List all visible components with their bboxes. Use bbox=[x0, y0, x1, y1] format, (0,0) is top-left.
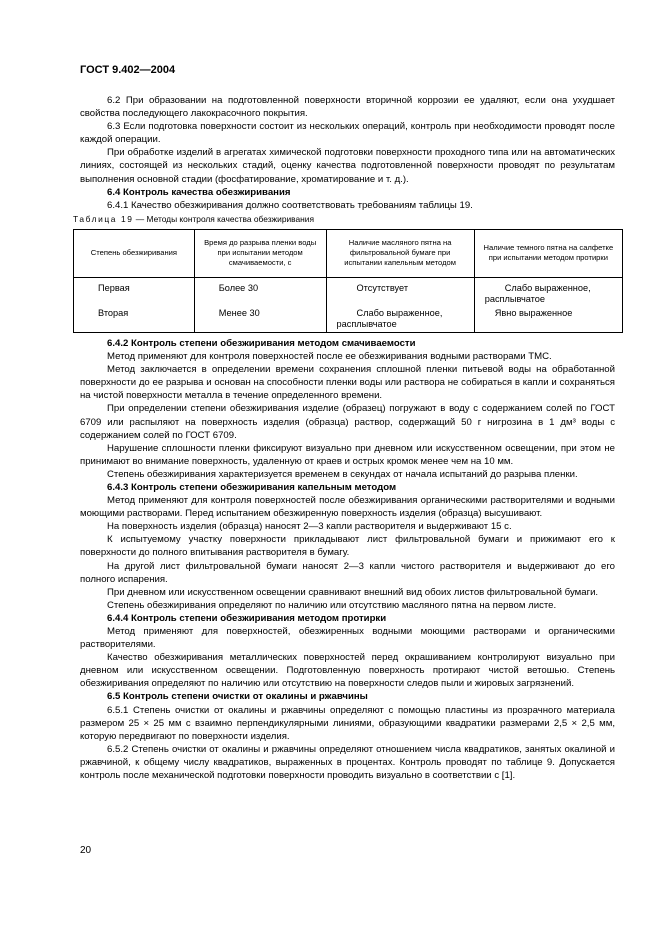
heading-6-5: 6.5 Контроль степени очистки от окалины и ржавчины bbox=[107, 691, 368, 703]
table-row bbox=[74, 277, 623, 305]
table-cell: Вторая bbox=[74, 305, 195, 333]
paragraph: Степень обезжиривания характеризуется временем в секундах от начала испытаний до разрыва пленки. bbox=[107, 468, 578, 480]
table-caption-label: Таблица 19 bbox=[73, 213, 134, 224]
table-caption bbox=[73, 212, 615, 226]
paragraph: Метод применяют для контроля поверхностей после обезжиривания органическими растворителями и водными моющими растворами. Перед испытанием обезжиренную поверхность изделия (образца) высушивают. bbox=[80, 495, 615, 520]
heading-6-4: 6.4 Контроль качества обезжиривания bbox=[107, 186, 291, 198]
document-body bbox=[73, 94, 615, 782]
table-cell: Явно выраженное bbox=[474, 305, 622, 333]
table-cell: Слабо выраженное, расплывчатое bbox=[474, 277, 622, 305]
table-header-row bbox=[74, 229, 623, 277]
paragraph: Степень обезжиривания определяют по наличию или отсутствию масляного пятна на первом листе. bbox=[107, 599, 557, 611]
table-caption-text: — Методы контроля качества обезжиривания bbox=[133, 213, 315, 224]
table-cell: Слабо выраженное, расплывчатое bbox=[326, 305, 474, 333]
paragraph: Метод применяют для поверхностей, обезжиренных водными моющими растворами и органическими растворителями. bbox=[80, 626, 615, 651]
heading-6-4-3: 6.4.3 Контроль степени обезжиривания капельным методом bbox=[107, 481, 397, 493]
table-cell: Первая bbox=[74, 277, 195, 305]
table-header-cell: Наличие темного пятна на салфетке при испытании методом протирки bbox=[474, 229, 622, 277]
paragraph: Качество обезжиривания металлических поверхностей перед окрашиванием контролируют визуально при дневном или искусственном освещении. Подготовленную поверхность протирают чистой ветошью. Степень обезжиривания определяют по наличию или отсутствию на поверхности следов пыли и жировых загрязнений. bbox=[80, 652, 615, 690]
paragraph: Метод заключается в определении времени сохранения сплошной пленки питьевой воды на обработанной поверхности до ее разрыва и основан на способности пленки воды или раствора не собираться в капли и сохраняться на чистой поверхности металла в течение определенного времени. bbox=[80, 364, 615, 402]
paragraph-6-5-2: 6.5.2 Степень очистки от окалины и ржавчины определяют отношением числа квадратиков, занятых окалиной и ржавчиной, к общему числу квадратиков, выраженных в процентах. Контроль проводят по таблице 9. Допускается контроль после механической подготовки поверхности проводить визуально в соответствии с [1]. bbox=[80, 743, 615, 782]
document-header: ГОСТ 9.402—2004 bbox=[80, 64, 176, 76]
paragraph: На другой лист фильтровальной бумаги наносят 2—3 капли чистого растворителя и выдерживают до его полного испарения. bbox=[80, 560, 615, 585]
page-number: 20 bbox=[80, 845, 92, 856]
paragraph-6-2: 6.2 При образовании на подготовленной поверхности вторичной коррозии ее удаляют, если она ухудшает свойства последующего лакокрасочного покрытия. bbox=[80, 95, 615, 120]
paragraph-6-4-1: 6.4.1 Качество обезжиривания должно соответствовать требованиям таблицы 19. bbox=[107, 199, 473, 211]
paragraph-6-3: 6.3 Если подготовка поверхности состоит из нескольких операций, контроль при необходимости проводят после каждой операции. bbox=[80, 121, 615, 146]
table-row bbox=[74, 305, 623, 333]
table-cell: Менее 30 bbox=[194, 305, 326, 333]
degreasing-methods-table bbox=[73, 229, 623, 333]
paragraph-6-3-continued: При обработке изделий в агрегатах химической подготовки поверхности проходного типа или на автоматических линиях, состоящей из нескольких стадий, оценку качества подготовленной поверхности проводят по результатам выполнения основной стадии (фосфатирование, хроматирование и т. д.). bbox=[80, 147, 615, 185]
table-header-cell: Время до разрыва пленки воды при испытании методом смачиваемости, с bbox=[194, 229, 326, 277]
paragraph: На поверхность изделия (образца) наносят 2—3 капли растворителя и выдерживают 15 с. bbox=[107, 521, 512, 533]
paragraph: При определении степени обезжиривания изделие (образец) погружают в воду с содержанием солей по ГОСТ 6709 или распыляют на поверхность изделия (образца) раствор, содержащий 50 г нигрозина в 1 дм³ воды с содержанием солей по ГОСТ 6709. bbox=[80, 403, 615, 441]
table-header-cell: Наличие масляного пятна на фильтровальной бумаге при испытании капельным методом bbox=[326, 229, 474, 277]
paragraph: При дневном или искусственном освещении сравнивают внешний вид обоих листов фильтровальной бумаги. bbox=[107, 586, 599, 598]
heading-6-4-4: 6.4.4 Контроль степени обезжиривания методом протирки bbox=[107, 612, 387, 624]
paragraph: Метод применяют для контроля поверхностей после ее обезжиривания водными растворами ТМС. bbox=[107, 351, 552, 363]
paragraph: Нарушение сплошности пленки фиксируют визуально при дневном или искусственном освещении, при этом не принимают во внимание поверхность, удаленную от краев и острых кромок менее чем на 10 мм. bbox=[80, 442, 615, 467]
table-cell: Отсутствует bbox=[326, 277, 474, 305]
heading-6-4-2: 6.4.2 Контроль степени обезжиривания методом смачиваемости bbox=[107, 337, 416, 349]
table-cell: Более 30 bbox=[194, 277, 326, 305]
table-header-cell: Степень обезжиривания bbox=[74, 229, 195, 277]
paragraph: К испытуемому участку поверхности прикладывают лист фильтровальной бумаги и прижимают его к поверхности до полного впитывания растворителя в бумагу. bbox=[80, 534, 615, 559]
paragraph-6-5-1: 6.5.1 Степень очистки от окалины и ржавчины определяют с помощью пластины из прозрачного материала размером 25 × 25 мм с взаимно перпендикулярными линиями, образующими квадратики размерами 2,5 × 2,5 мм, которую передвигают по поверхности изделия. bbox=[80, 704, 615, 742]
